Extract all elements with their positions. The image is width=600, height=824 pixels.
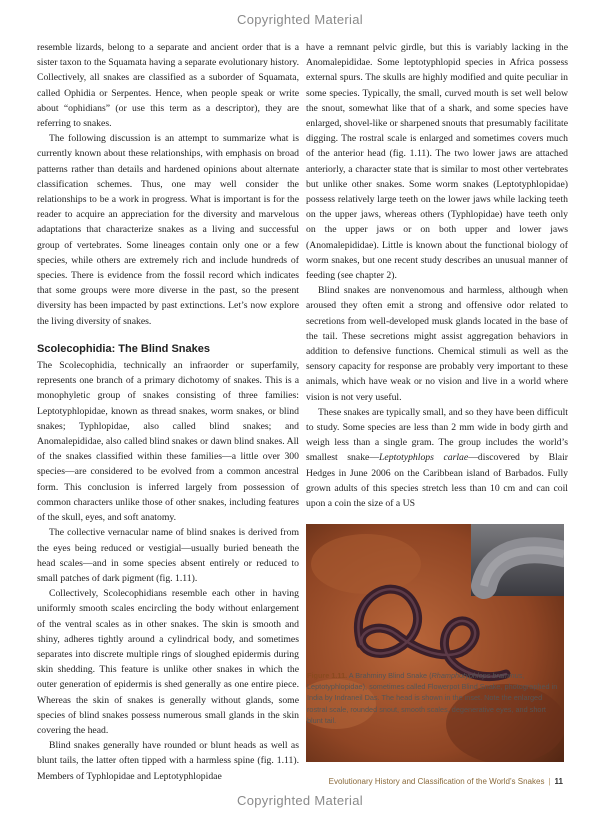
- copyright-watermark-top: Copyrighted Material: [237, 12, 363, 27]
- text-run: These snakes are typically small, and so they have been difficult to study. Some species are less than 2 mm wide in body girth and weigh less than a single gram. The group includes the world’s smallest snake—: [306, 406, 568, 464]
- figure-caption: [307, 670, 561, 726]
- section-heading: Scolecophidia: The Blind Snakes: [37, 342, 210, 355]
- paragraph: have a remnant pelvic girdle, but this is variably lacking in the Anomalepididae. Some leptotyphlopid species in Africa possess external spurs. The skulls are highly modified and quite peculiar in some species. Typically, the small, curved mouth is set well below the snout, somewhat like that of a shark, and some species have enlarged, shovel-like or sharpened snouts that presumably facilitate digging. The rostral scale is enlarged and sometimes covers much of the anterior head (fig. 1.11). The two lower jaws are attached anteriorly, a character state that is similar to most other vertebrates but unlike other snakes. Some worm snakes (Leptotyphlopidae) possess relatively large teeth on the lower jaws while lacking teeth on the upper jaws, whereas others (Typhlopidae) have teeth only on the upper jaws or on both upper and lower jaws (Anomalepididae). Little is known about the functional biology of worm snakes, but one recent study describes an unusual manner of feeding (see chapter 2).: [306, 42, 568, 282]
- paragraph: resemble lizards, belong to a separate and ancient order that is a sister taxon to the Squamata having a separate evolutionary history. Collectively, all snakes are classified as a suborder of Squamata, called Ophidia or Serpentes. Hence, when people speak or write about “ophidians” (or use this term as a descriptor), they are referring to snakes.: [37, 42, 299, 130]
- text-run: —discovered by Blair Hedges in June 2006 on the Caribbean island of Barbados. Fully grown adults of this species stretch less than 10 cm and can coil upon a coin the size of a US: [306, 452, 568, 510]
- species-name: Rhamphotyphlops braminus: [431, 671, 523, 680]
- paragraph: The Scolecophidia, technically an infraorder or superfamily, represents one branch of a primary dichotomy of snakes. This is a monophyletic group of snakes consisting of three families: Leptotyphlopidae, known as thread snakes, worm snakes, or blind snakes; Typhlopidae, also called blind snakes; and Anomalepididae, also called blind snakes or dawn blind snakes. All of the snakes classified within these families—a little over 300 species—are considered to be evolved from a common ancestral form. This conclusion is inferred largely from possession of common characters unlike those of other snakes, including features of the skull, eyes, and soft anatomy.: [37, 360, 299, 524]
- caption-text: A Brahminy Blind Snake (: [348, 671, 432, 680]
- left-text-column: [37, 40, 299, 784]
- snake-photograph: [306, 524, 564, 762]
- footer-separator: |: [548, 777, 551, 786]
- page-number: 11: [554, 777, 563, 786]
- caption-text: , Leptotyphlopidae), sometimes called Flowerpot Blind Snake, photographed in India by Indraneil Das. The head is shown in the inset. Note the enlarged rostral scale, rounded snout, smooth scales, degenerative eyes, and short blunt tail.: [307, 671, 558, 725]
- paragraph: [306, 405, 568, 511]
- figure-1-11: [306, 524, 564, 770]
- right-text-column: [306, 40, 568, 511]
- paragraph: The collective vernacular name of blind snakes is derived from the eyes being reduced or vestigial—usually buried beneath the head scales—and in some species absent entirely or reduced to small patches of dark pigment (fig. 1.11).: [37, 527, 299, 584]
- paragraph: Collectively, Scolecophidians resemble each other in having uniformly smooth scales encircling the body without enlargement of the ventral scales as in other snakes. The skin is smooth and shiny, adheres tightly around a cylindrical body, and sometimes separates into discrete multiple rings of sloughed epidermis during skin shedding. This feature is unlike other snakes in which the outer generation of epidermis is shed generally as one entire piece. Whereas the skin of snakes is generally without glands, some species of blind snakes possess numerous small glands in the skin covering the head.: [37, 588, 299, 736]
- paragraph: The following discussion is an attempt to summarize what is currently known about these relationships, with emphasis on broad patterns rather than details and hardened opinions about alternate classification schemes. Thus, one may well consider the relationships to be a work in progress. What is important is for the reader to acquire an appreciation for the diversity and marvelous adaptations that characterize snakes as a living and successful group of vertebrates. Some lineages contain only one or a few species, while others are extremely rich and include hundreds of species. There is evidence from the fossil record which indicates that some groups were more diverse in the past, so the present diversity has been impacted by past extinctions. Let’s now explore the living diversity of snakes.: [37, 133, 299, 327]
- copyright-watermark-bottom: Copyrighted Material: [237, 793, 363, 808]
- paragraph: Blind snakes generally have rounded or blunt heads as well as blunt tails, the latter often tipped with a harmless spine (fig. 1.11). Members of Typhlopidae and Leptotyphlopidae: [37, 740, 299, 782]
- paragraph: Blind snakes are nonvenomous and harmless, although when aroused they often emit a strong and offensive odor related to secretions from well-developed musk glands located in the base of the tail. These secretions might assist aggregation behaviors in addition to defensive functions. Chemical stimuli as well as the sensory capacity for response are probably very important to these animals, which have weak or no vision and live in a world where vision is not very useful.: [306, 285, 568, 403]
- species-name: Leptotyphlops carlae: [379, 452, 469, 464]
- figure-label: Figure 1.11.: [307, 671, 348, 680]
- page-footer: [329, 777, 563, 786]
- running-title: Evolutionary History and Classification of the World’s Snakes: [328, 777, 545, 786]
